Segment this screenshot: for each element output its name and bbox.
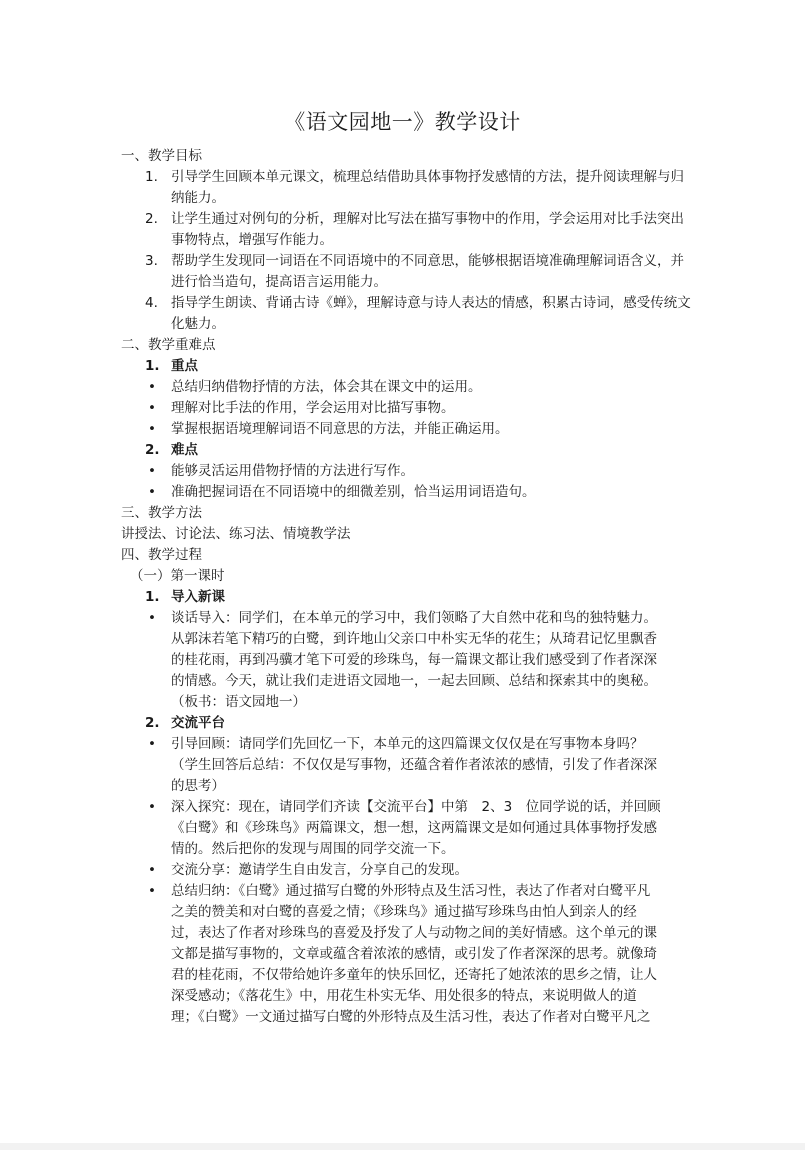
bullet-icon: • bbox=[148, 484, 156, 500]
list-item: • 总结归纳借物抒情的方法，体会其在课文中的运用。 bbox=[0, 377, 805, 398]
list-item: • 总结归纳：《白鹭》通过描写白鹭的外形特点及生活习性，表达了作者对白鹭平凡 之美的赞美和对白鹭的喜爱之情；《珍珠鸟》通过描写珍珠鸟由怕人到亲人的经 过，表达了作者对珍珠鸟的喜爱及抒发了人与动物之间的美好情感。这个单元的课 文都是描写事物的，文章或蕴含着浓浓的感情，或引发了作者深深的思考。就像琦 君的桂花雨，不仅带给她许多童年的快乐回忆，还寄托了她浓浓的思乡之情，让人 深受感动；《落花生》中，用花生朴实无华、用处很多的特点，来说明做人的道 理；《白鹭》一文通过描写白鹭的外形特点及生活习性，表达了作者对白鹭平凡之 bbox=[148, 883, 657, 1025]
list-item: • 掌握根据语境理解词语不同意思的方法，并能正确运用。 bbox=[0, 419, 805, 440]
bullet-icon: • bbox=[148, 883, 156, 899]
subheading-intro: 1. 导入新课 bbox=[145, 589, 225, 605]
bullet-icon: • bbox=[148, 463, 156, 479]
bullet-icon: • bbox=[148, 736, 156, 752]
list-item: • 能够灵活运用借物抒情的方法进行写作。 bbox=[0, 461, 805, 482]
bullet-icon: • bbox=[148, 379, 156, 395]
list-item: • 谈话导入：同学们，在本单元的学习中，我们领略了大自然中花和鸟的独特魅力。 从郭沫若笔下精巧的白鹭，到许地山父亲口中朴实无华的花生；从琦君记忆里飘香 的桂花雨，再到冯骥才笔下可爱的珍珠鸟，每一篇课文都让我们感受到了作者深深 的情感。今天，就让我们走进语文园地一，一起去回顾、总结和探索其中的奥秘。 （板书：语文园地一） bbox=[148, 610, 657, 710]
page-title: 《语文园地一》教学设计 bbox=[284, 110, 521, 134]
goal-item: 4. 指导学生朗读、背诵古诗《蝉》，理解诗意与诗人表达的情感，积累古诗词，感受传统文化魅力。 bbox=[145, 295, 691, 332]
subheading-exchange: 2. 交流平台 bbox=[145, 715, 225, 731]
list-item: • 交流分享：邀请学生自由发言，分享自己的发现。 bbox=[0, 860, 805, 881]
lesson-heading: （一）第一课时 bbox=[130, 568, 225, 584]
goal-item: 3. 帮助学生发现同一词语在不同语境中的不同意思，能够根据语境准确理解词语含义，并进行恰当造句，提高语言运用能力。 bbox=[145, 253, 684, 290]
bullet-icon: • bbox=[148, 799, 156, 815]
section-heading-methods: 三、教学方法 bbox=[121, 505, 202, 521]
bullet-icon: • bbox=[148, 400, 156, 416]
goal-item: 2. 让学生通过对例句的分析，理解对比写法在描写事物中的作用，学会运用对比手法突出事物特点，增强写作能力。 bbox=[145, 211, 684, 248]
section-heading-process: 四、教学过程 bbox=[121, 547, 202, 563]
methods-text: 讲授法、讨论法、练习法、情境教学法 bbox=[121, 526, 351, 542]
section-heading-goals: 一、教学目标 bbox=[121, 148, 202, 164]
list-item: • 深入探究：现在，请同学们齐读【交流平台】中第 2、3 位同学说的话，并回顾 《白鹭》和《珍珠鸟》两篇课文，想一想，这两篇课文是如何通过具体事物抒发感 情的。然后把你的发现与周围的同学交流一下。 bbox=[148, 799, 661, 857]
section-heading-keypoints: 二、教学重难点 bbox=[121, 337, 216, 353]
subheading-difficult: 2. 难点 bbox=[145, 442, 198, 458]
bullet-icon: • bbox=[148, 610, 156, 626]
subheading-key: 1. 重点 bbox=[145, 358, 198, 374]
document-body bbox=[0, 146, 805, 1028]
list-item: • 引导回顾：请同学们先回忆一下，本单元的这四篇课文仅仅是在写事物本身吗？ （学生回答后总结：不仅仅是写事物，还蕴含着作者浓浓的感情，引发了作者深深 的思考） bbox=[148, 736, 657, 794]
goal-item: 1. 引导学生回顾本单元课文，梳理总结借助具体事物抒发感情的方法，提升阅读理解与归纳能力。 bbox=[145, 169, 684, 206]
list-item: • 准确把握词语在不同语境中的细微差别，恰当运用词语造句。 bbox=[0, 482, 805, 503]
bullet-icon: • bbox=[148, 862, 156, 878]
list-item: • 理解对比手法的作用，学会运用对比描写事物。 bbox=[0, 398, 805, 419]
bullet-icon: • bbox=[148, 421, 156, 437]
